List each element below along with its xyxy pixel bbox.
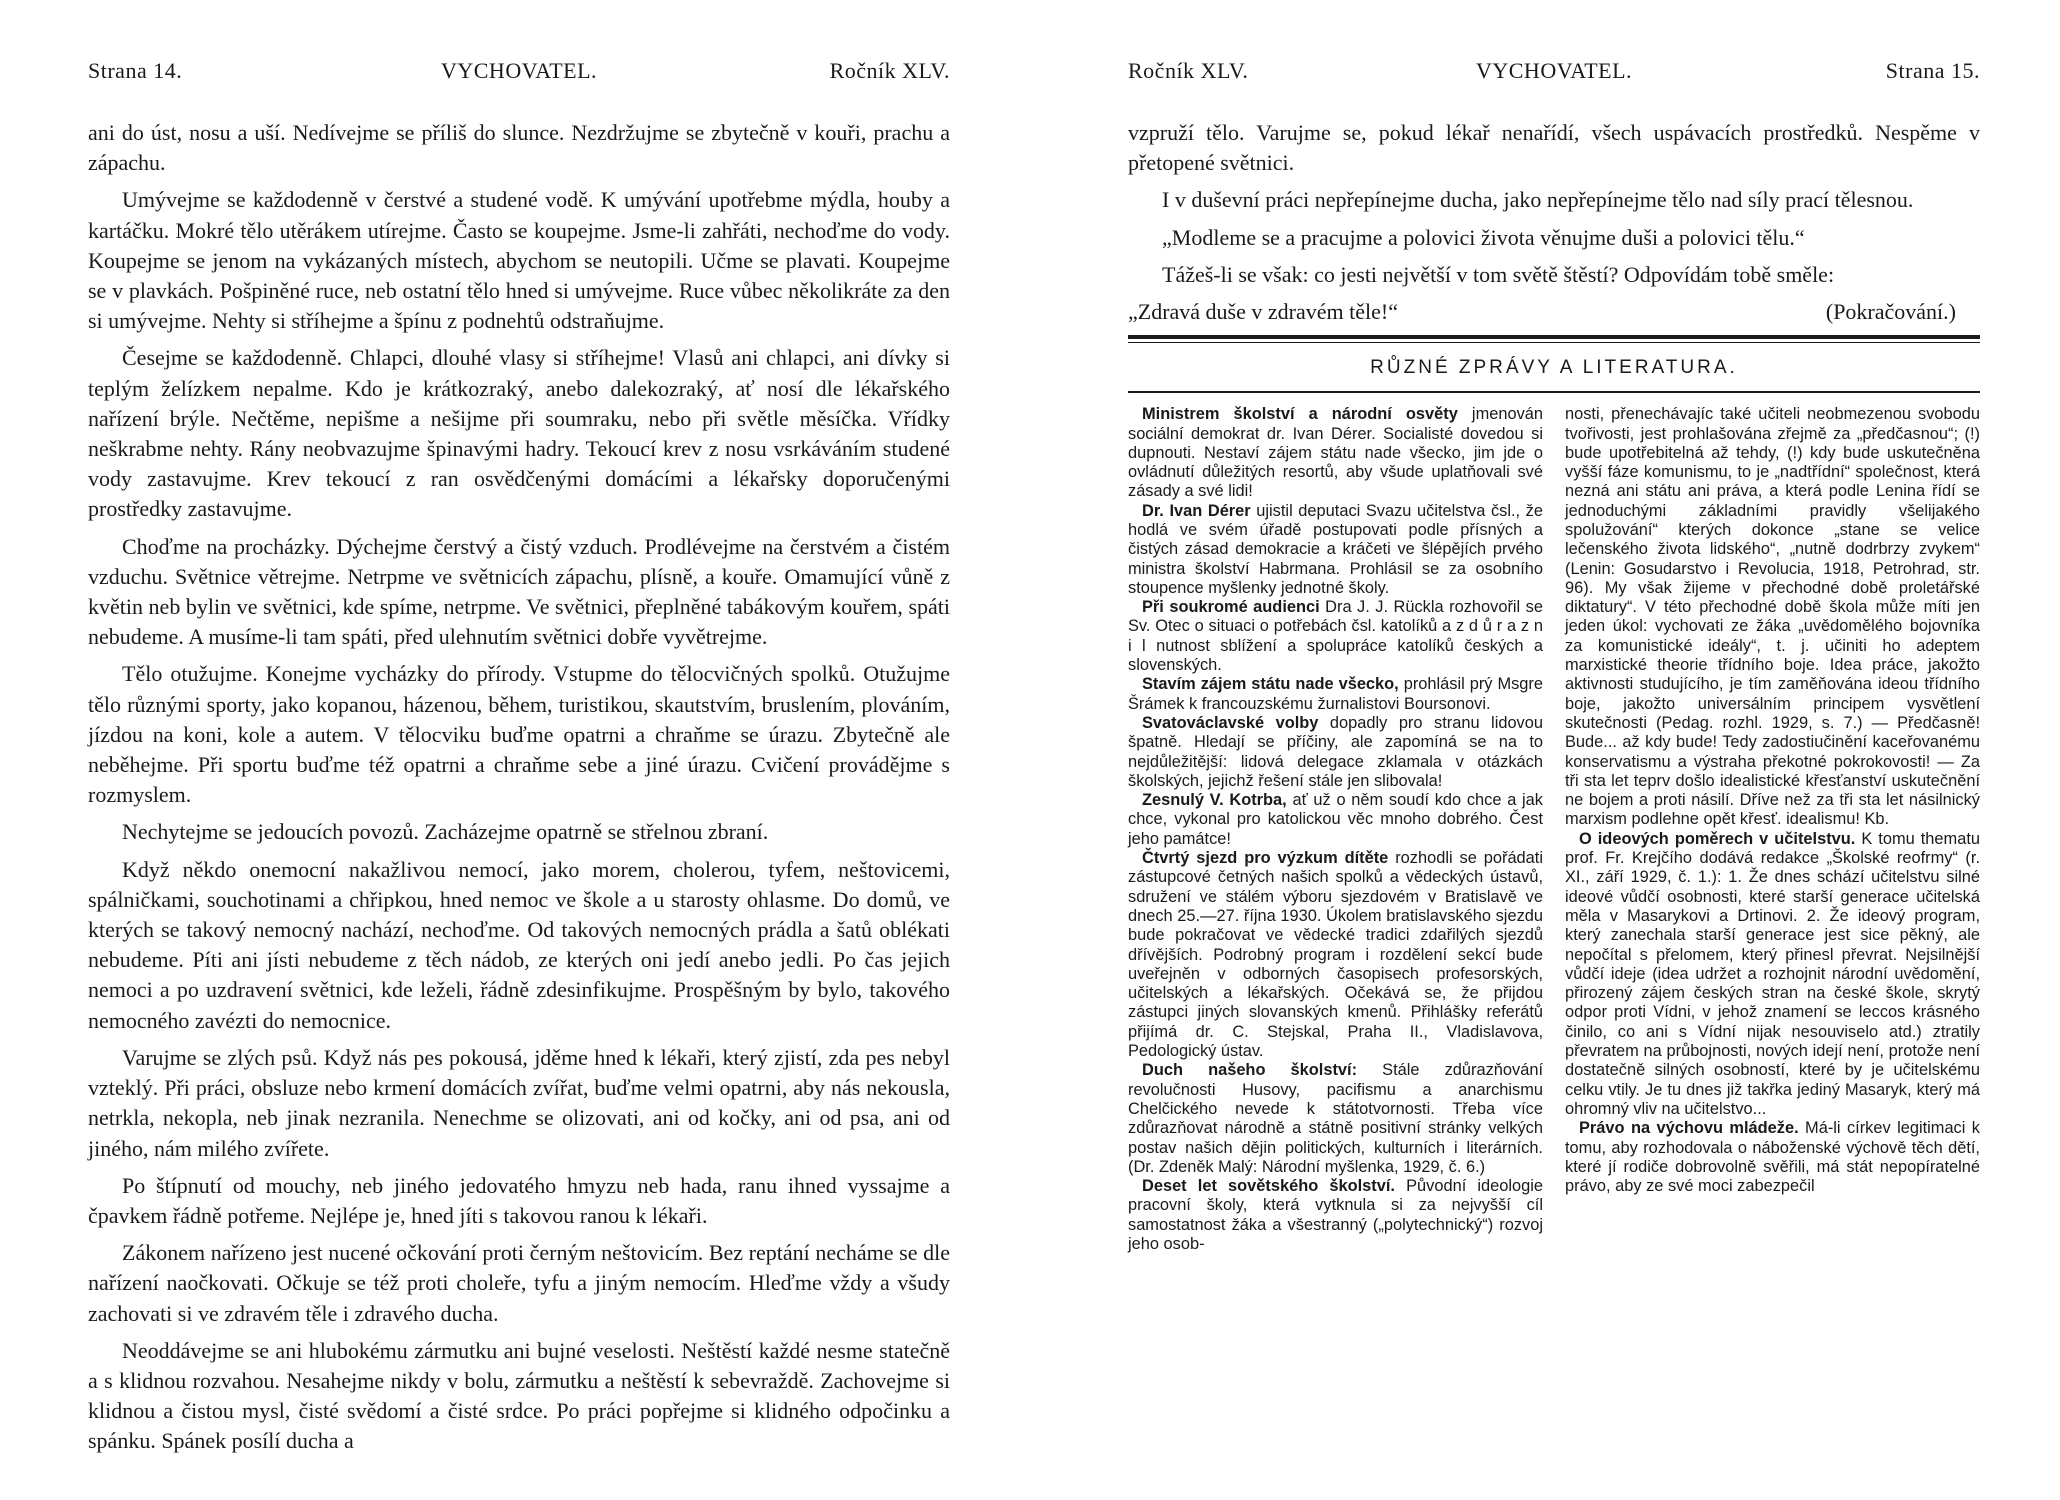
paragraph: Choďme na procházky. Dýchejme čerstvý a čistý vzduch. Prodlévejme na čerstvém a čistém vzduchu. Světnice větrejme. Netrpme ve světnicích zápachu, plísně, a kouře. Omamující vůně z květin neb bylin ve světnici, kde spíme, netrpme. Ve světnici, přeplněné tabákovým kouřem, spáti nebudeme. A musíme-li tam spáti, před ulehnutím světnici dobře vyvětrejme. bbox=[88, 533, 950, 650]
right-page bbox=[1128, 0, 1980, 1254]
news-item bbox=[1128, 849, 1543, 1061]
paragraph: Česejme se každodenně. Chlapci, dlouhé vlasy si stříhejme! Vlasů ani chlapci, ani dívky si teplým želízkem nepalme. Kdo je krátkozraký, anebo dalekozraký, ať nosí dle lékařského nařízení brýle. Nečtěme, nepišme a nešijme při soumraku, nebo při světle měsíčka. Vřídky neškrabme nehty. Rány neobvazujme špinavými hadry. Tekoucí krev z nosu vsrkáváním studené vody zastavujme. Krev tekoucí z ran osvědčenými domácími a lékařsky doporučenými prostředky zastavujme. bbox=[88, 345, 950, 522]
paragraph: I v duševní práci nepřepínejme ducha, jako nepřepínejme tělo nad síly prací tělesnou. bbox=[1162, 187, 1914, 213]
paragraph: Umývejme se každodenně v čerstvé a studené vodě. K umývání upotřebme mýdla, houby a kartáčku. Mokré tělo utěrákem utírejme. Často se koupejme. Jsme-li zahřáti, nechoďme do vody. Koupejme se jenom na vykázaných místech, abychom se neutopili. Učme se plavati. Koupejme se v plavkách. Pošpiněné ruce, neb ostatní tělo hned si umývejme. Ruce vůbec několikráte za den si umývejme. Nehty si stříhejme a špínu z podnehtů odstraňujme. bbox=[88, 187, 950, 334]
news-text: dopadly pro stranu lidovou špatně. Hledají se příčiny, ale zapomíná se na to nejdůležitější: lidová delegace zklamala v otázkách školských, jejichž řešení stále jen slibovala! bbox=[1128, 713, 1543, 790]
news-text: nosti, přenechávajíc také učiteli neobmezenou svobodu tvořivosti, jest prohlašována zřejmě za „předčasnou“; (!) bude upotřebitelná až tehdy, (!) kdy bude uskutečněna vyšší fáze komunismu, to je „nadtřídní“ společnost, která nezná ani státu ani práva, a která podle Lenina řídí se jednoduchými základními pravidly všelijakého spolužování“ kterých dokonce „stane se velice lečenského života lidského“, „nutně dodrbrzy zvykem“ (Lenin: Gosudarstvo i Revolucia, 1918, Petrohrad, str. 96). My však žijeme v přechodné době proletářské diktatury“. V této přechodné době škola může míti jen jeden úkol: vychovati ze žáka „uvědomělého bojovníka za komunistické ideály“, t. j. učiniti ho adeptem marxistické theorie třídního boje. Idea práce, jakožto aktivnosti studujícího, je tím zaměňována ideou třídního boje, jakožto universálním principem vysvětlení skutečnosti (Pedag. rozhl. 1929, s. 7.) — Předčasně! Bude... až kdy bude! Tedy zadostiučinění kaceřovanému konservatismu a výstraha překotné pokrokovosti! — Za tři sta let teprv došlo idealistické křesťanství uskutečnění ne bojem a proti násilí. Dříve než za tři sta let násilnický marxism podlehne opět křesť. idealismu! Kb. bbox=[1565, 405, 1980, 829]
section-rule-thin bbox=[1128, 342, 1980, 343]
news-item bbox=[1128, 1177, 1543, 1254]
news-lead: Deset let sovětského školství. bbox=[1142, 1177, 1395, 1196]
news-text: Má-li církev legitimaci k tomu, aby rozhodovala o náboženské výchově těch dětí, které jí rodiče dobrovolně svěřili, má stát nepopíratelné právo, aby ze své moci zabezpečil bbox=[1565, 1119, 1980, 1196]
journal-title: VYCHOVATEL. bbox=[1475, 58, 1633, 83]
paragraph: ani do úst, nosu a uší. Nedívejme se příliš do slunce. Nezdržujme se zbytečně v kouři, prachu a zápachu. bbox=[88, 120, 950, 176]
section-rule-thick bbox=[1128, 335, 1980, 339]
left-body-text bbox=[88, 118, 950, 1457]
news-lead: Dr. Ivan Dérer bbox=[1142, 501, 1251, 520]
news-text: ať už o něm soudí kdo chce a jak chce, vykonal pro katolickou věc mnoho dobrého. Čest jeho památce! bbox=[1128, 791, 1543, 848]
news-text: jmenován sociální demokrat dr. Ivan Dérer. Socialisté dovedou si dupnouti. Nestaví zájem státu nade všecko, jim jde o ovládnutí důležitých resortů, aby všude uplatňovali své zásady a své lidi! bbox=[1128, 405, 1543, 501]
section-title: RŮZNÉ ZPRÁVY A LITERATURA. bbox=[1370, 357, 1738, 379]
volume-label: Ročník XLV. bbox=[829, 58, 950, 83]
news-lead: Právo na výchovu mládeže. bbox=[1579, 1119, 1799, 1138]
right-body-text bbox=[1128, 118, 1980, 327]
paragraph: Zákonem nařízeno jest nucené očkování proti černým neštovicím. Bez reptání necháme se dle nařízení naočkovati. Očkuje se též proti choleře, tyfu a jiným nemocím. Hleďme vždy a všudy zachovati si ve zdravém těle i zdravého ducha. bbox=[88, 1240, 950, 1326]
paragraph: Nechytejme se jedoucích povozů. Zacházejme opatrně se střelnou zbraní. bbox=[122, 819, 769, 845]
news-lead: Při soukromé audienci bbox=[1142, 598, 1320, 617]
news-text: Stále zdůrazňování revolučnosti Husovy, pacifismu a anarchismu Chelčického nevede k státotvornosti. Třeba více zdůrazňovat národně a státně positivní stránky velkých postav našich dějin politických, kulturních i literárních. (Dr. Zdeněk Malý: Národní myšlenka, 1929, č. 6.) bbox=[1128, 1061, 1543, 1176]
paragraph: Tážeš-li se však: co jesti největší v tom světě štěstí? Odpovídám tobě směle: bbox=[1162, 261, 1835, 287]
news-lead: Svatováclavské volby bbox=[1142, 713, 1319, 732]
news-item bbox=[1565, 405, 1980, 830]
paragraph: Tělo otužujme. Konejme vycházky do přírody. Vstupme do tělocvičných spolků. Otužujme tělo různými sporty, jako kopanou, házenou, během, turistikou, skautstvím, bruslením, plováním, jízdou na koni, kole a autem. V tělocviku buďme opatrni a chraňme se úrazu. Zbytečně ale neběhejme. Při sportu buďme též opatrni a chraňme sebe a jiné úrazu. Cvičení provádějme s rozmyslem. bbox=[88, 661, 950, 808]
left-running-header bbox=[88, 58, 950, 98]
news-lead: Zesnulý V. Kotrba, bbox=[1142, 791, 1287, 810]
news-item bbox=[1565, 830, 1980, 1119]
continued-note: (Pokračování.) bbox=[1825, 299, 1956, 325]
news-columns bbox=[1128, 405, 1980, 1254]
paragraph: vzpruží tělo. Varujme se, pokud lékař nenařídí, všech uspávacích prostředků. Nespěme v přetopené světnici. bbox=[1128, 120, 1980, 176]
section-rule-bottom bbox=[1128, 391, 1980, 393]
news-item bbox=[1128, 791, 1543, 849]
news-lead: Stavím zájem státu nade všecko, bbox=[1142, 675, 1399, 694]
news-item bbox=[1565, 1119, 1980, 1196]
right-running-header bbox=[1128, 58, 1980, 98]
journal-title: VYCHOVATEL. bbox=[440, 58, 598, 83]
news-item bbox=[1128, 405, 1543, 501]
news-text: rozhodli se pořádati zástupcové četných našich spolků a vědeckých ústavů, sdružení ve stálém výboru sjezdovém v Bratislavě ve dnech 25.—27. října 1930. Úkolem bratislavského sjezdu bude pokračovat ve vědecké tradici zdařilých sjezdů dřívějších. Podrobný program i rozdělení sekcí bude uveřejněn v odborných časopisech profesorských, učitelských a lékařských. Očekává se, že přijdou zástupci jiných slovanských kmenů. Přihlášky referátů přijímá dr. C. Stejskal, Praha II., Vladislavova, Pedologický ústav. bbox=[1128, 849, 1543, 1061]
page-number: Strana 15. bbox=[1885, 58, 1980, 83]
news-item bbox=[1128, 714, 1543, 791]
left-page bbox=[88, 0, 950, 1464]
news-lead: O ideových poměrech v učitelstvu. bbox=[1579, 829, 1856, 848]
news-item bbox=[1128, 675, 1543, 714]
paragraph: Neoddávejme se ani hlubokému zármutku ani bujné veselosti. Neštěstí každé nesme statečně a s klidnou rozvahou. Nesahejme nikdy v bolu, zármutku a neštěstí k sebevraždě. Zachovejme si klidnou a čistou mysl, čisté svědomí a čisté srdce. Po práci popřejme si klidného odpočinku a spánku. Spánek posílí ducha a bbox=[88, 1337, 950, 1454]
news-item bbox=[1128, 598, 1543, 675]
volume-label: Ročník XLV. bbox=[1128, 58, 1249, 83]
news-text: prohlásil prý Msgre Šrámek k francouzskému žurnalistovi Boursonovi. bbox=[1128, 675, 1543, 713]
paragraph: Varujme se zlých psů. Když nás pes pokousá, jděme hned k lékaři, který zjistí, zda pes nebyl vzteklý. Při práci, obsluze nebo krmení domácích zvířat, buďme velmi opatrni, aby nás nekousla, netrkla, nekopla, neb jinak nezranila. Nenechme se olizovati, ani od kočky, ani od psa, ani od jiného, nám milého zvířete. bbox=[88, 1044, 950, 1161]
news-column-2 bbox=[1565, 405, 1980, 1254]
news-text: ujistil deputaci Svazu učitelstva čsl., že hodlá ve svém úřadě postupovati podle přísných a čistých zásad demokracie a kráčeti ve šlépějích prvého ministra školství Habrmana. Prohlásil se za osobního stoupence myšlenky jednotné školy. bbox=[1128, 501, 1543, 597]
paragraph: Po štípnutí od mouchy, neb jiného jedovatého hmyzu neb hada, ranu ihned vyssajme a čpavkem řádně potřeme. Nejlépe je, hned jíti s takovou ranou k lékaři. bbox=[88, 1172, 950, 1228]
news-text: Dra J. J. Rückla rozhovořil se Sv. Otec o situaci o potřebách čsl. katolíků a z d ů r a z n i l nutnost sblížení a spolupráce katolíků českých a slovenských. bbox=[1128, 598, 1543, 675]
closing-line bbox=[1128, 297, 1980, 327]
news-lead: Ministrem školství a národní osvěty bbox=[1142, 405, 1458, 424]
paragraph: Když někdo onemocní nakažlivou nemocí, jako morem, cholerou, tyfem, neštovicemi, spálničkami, souchotinami a chřipkou, hned nemoc ve škole a u starosty ohlasme. Do domů, ve kterých se takový nemocný nachází, nechoďme. Od takových nemocných prádla a šatů oblékati nebudeme. Píti ani jísti nebudeme z těch nádob, ze kterých oni jedí anebo jedli. Po čas jejich nemoci a po uzdravení světnici, kde leželi, řádně zdesinfikujme. Prospěšným by bylo, takového nemocného zavézti do nemocnice. bbox=[88, 856, 950, 1033]
news-column-1 bbox=[1128, 405, 1543, 1254]
paragraph: „Modleme se a pracujme a polovici života věnujme duši a polovici tělu.“ bbox=[1162, 224, 1805, 250]
news-text: Původní ideologie pracovní školy, která vytknula si za nejvyšší cíl samostatnost žáka a všestranný („polytechnický“) rozvoj jeho osob- bbox=[1128, 1177, 1544, 1253]
news-item bbox=[1128, 502, 1543, 598]
news-text: K tomu thematu prof. Fr. Krejčího dodává redakce „Školské reofrmy“ (r. XI., září 1929, č. 1.): 1. Že dnes schází učitelstvu silné ideové vůdčí osobnosti, které starší generace učitelská měla v Masarykovi a Drtinovi. 2. Že ideový program, který zanechala starší generace jest sice pěkný, ale nepočítal s přelomem, který přinesl převrat. Nejsilnější vůdčí ideje (idea udržet a rozhojnit národní uvědomění, přirozený zájem českých stran na české škole, skrytý odpor proti Vídni, v jehož znamení se leccos krásného činilo, co ani s Vídní nijak nesouviselo atd.) ztratily převratem na průbojnosti, nových idejí není, protože není dostatečně silných osobností, které by je učitelskému celku vtily. Je tu dnes již takřka jediný Masaryk, který má ohromný vliv na učitelstvo... bbox=[1565, 829, 1980, 1118]
news-lead: Duch našeho školství: bbox=[1142, 1061, 1358, 1080]
page-number: Strana 14. bbox=[88, 58, 183, 83]
closing-quote: „Zdravá duše v zdravém těle!“ bbox=[1128, 299, 1398, 325]
news-item bbox=[1128, 1061, 1543, 1177]
news-lead: Čtvrtý sjezd pro výzkum dítěte bbox=[1142, 849, 1389, 868]
